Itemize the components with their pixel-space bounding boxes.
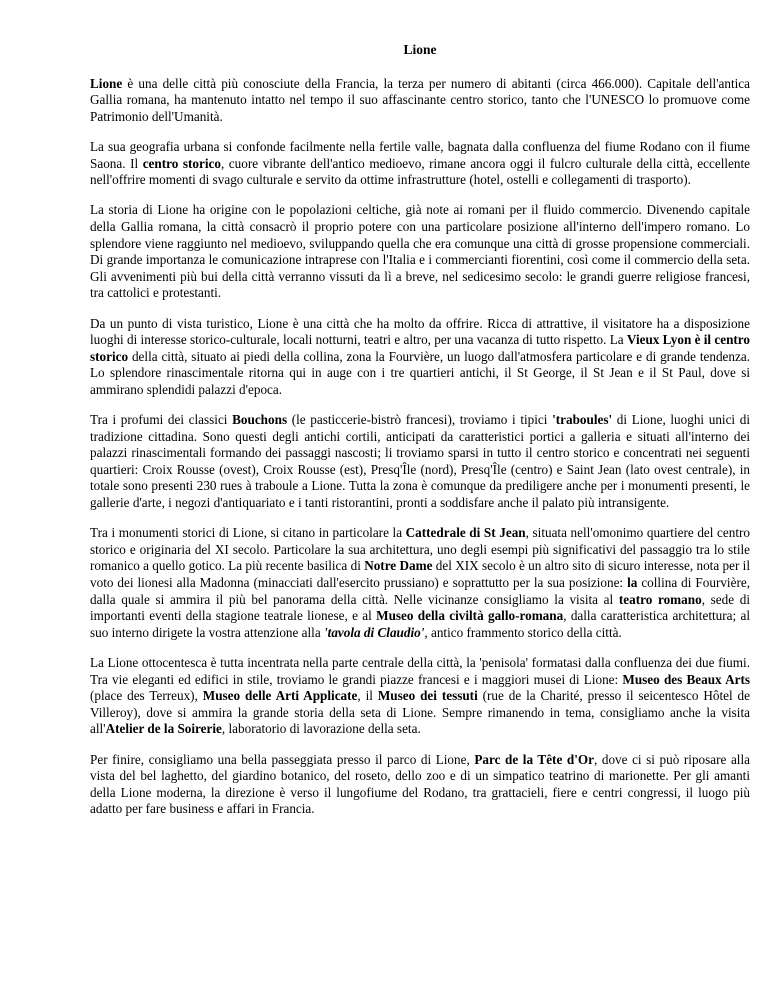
paragraph-tourism: [90, 316, 750, 399]
text: Tra i profumi dei classici: [90, 412, 233, 428]
text: Da un punto di vista turistico, Lione è una città che ha molto da offrire. Ricca di attrattive, il visitatore ha a disposizione luoghi di interesse storico-culturale, locali notturni, teatri e altro, per una vacanza di tutto rispetto. La: [90, 315, 750, 348]
text: , dalla caratteristica architettura; al suo interno dirigete la vostra attenzione alla: [90, 608, 750, 640]
bold-text: Atelier de la Soirerie: [105, 721, 222, 737]
text: , situata nell'omonimo quartiere del centro storico e originaria del XI secolo. Particolare la sua architettura, uno degli esempi più significativi del passaggio tra lo stile romanico a quello gotico. La più recente basilica di: [90, 525, 750, 574]
bold-text: la: [627, 575, 638, 590]
bold-italic-text: 'tavola di Claudio': [324, 624, 425, 640]
text: del XIX secolo è un altro sito di sicuro interesse, nota per il voto dei lionesi alla Madonna (minacciati dall'esercito prussiano) e soprattutto per la sua posizione:: [90, 558, 751, 590]
bold-text: 'traboules': [552, 412, 613, 428]
bold-text: teatro romano: [618, 591, 702, 607]
paragraph-monuments: [90, 525, 750, 641]
bold-text: Notre Dame: [364, 558, 433, 574]
text: La sua geografia urbana si confonde facilmente nella fertile valle, bagnata dalla confluenza del fiume Rodano con il fiume Saona. Il: [90, 138, 750, 171]
text: Tra i monumenti storici di Lione, si citano in particolare la: [90, 525, 406, 541]
paragraph-museums: [90, 655, 750, 738]
text: (le pasticcerie-bistrò francesi), troviamo i tipici: [287, 412, 553, 428]
bold-text: Parc de la Tête d'Or: [474, 751, 594, 767]
text: di Lione, luoghi unici di tradizione cittadina. Sono questi degli antichi cortili, anticipati da caratteristici portici a galleria e situati all'interno dei palazzi rinascimentali formando dei passaggi nascosti; li troviamo sparsi in tutto il centro storico e concentrati nei seguenti quartieri: Croix Rousse (ovest), Croix Rousse (est), Presq'Île (nord), Presq'Île (centro) e Saint Jean (lato ovest centrale), in totale sono presenti 230 rues à traboule a Lione. Tutta la zona è comunque da prediligere anche per i monumenti presenti, le gallerie d'arte, i negozi d'antiquariato e i tanti ristorantini, pronti a soddisfare anche il palato più intransigente.: [90, 412, 750, 511]
bold-text: Museo delle Arti Applicate: [202, 688, 358, 704]
document-title: Lione: [403, 42, 437, 57]
bold-text: Vieux Lyon è il centro storico: [90, 332, 750, 364]
paragraph-history: [90, 202, 750, 302]
text: , antico frammento storico della città.: [424, 624, 622, 640]
text: , sede di importanti eventi della stagione teatrale lionese, e al: [90, 591, 751, 624]
paragraph-intro: [90, 76, 750, 126]
text: Per finire, consigliamo una bella passeggiata presso il parco di Lione,: [90, 751, 475, 767]
paragraph-geography: [90, 139, 750, 189]
text: collina di Fourvière, dalla quale si ammira il più bel panorama della città. Nelle vicinanze consigliamo la visita al: [90, 575, 750, 607]
bold-text: Bouchons: [232, 412, 288, 428]
bold-text: Museo des Beaux Arts: [622, 671, 750, 687]
document: [90, 42, 750, 832]
text: (place des Terreux),: [90, 688, 203, 704]
bold-text: centro storico: [142, 155, 221, 171]
text: , cuore vibrante dell'antico medioevo, rimane ancora oggi il fulcro culturale della città, eccellente nell'offrire momenti di svago culturale e servito da ottime infrastrutture (hotel, ostelli e collegamenti di trasporto).: [90, 155, 750, 188]
bold-text: Lione: [90, 75, 123, 91]
text: è una delle città più conosciute della Francia, la terza per numero di abitanti (circa 466.000). Capitale dell'antica Gallia romana, ha mantenuto intatto nel tempo il suo affascinante centro storico, tanto che l'UNESCO lo promuove come Patrimonio dell'Umanità.: [90, 75, 750, 124]
bold-text: Museo della civiltà gallo-romana: [376, 608, 564, 624]
paragraph-park: [90, 752, 750, 818]
text: La Lione ottocentesca è tutta incentrata nella parte centrale della città, la 'penisola' formatasi dalla confluenza dei due fiumi. Tra vie eleganti ed edifici in stile, troviamo le grandi piazze francesi e i maggiori musei di Lione:: [90, 654, 750, 687]
bold-text: Museo dei tessuti: [377, 688, 478, 704]
text: (rue de la Charité, presso il seicentesco Hôtel de Villeroy), dove si ammira la grande storia della seta di Lione. Sempre rimanendo in tema, consigliamo anche la visita all': [90, 688, 750, 737]
text: della città, situato ai piedi della collina, zona la Fourvière, un luogo dall'atmosfera particolare e di grande tendenza. Lo splendore rinascimentale ritorna qui in auge con i tre quartieri antichi, il St George, il St Jean e il St Paul, dove si ammirano splendidi palazzi d'epoca.: [90, 348, 750, 397]
text: , il: [357, 688, 378, 704]
bold-text: Cattedrale di St Jean: [405, 525, 526, 541]
text: , dove ci si può riposare alla vista del bel laghetto, del giardino botanico, del roseto, dello zoo e di un simpatico teatrino di marionette. Per gli amanti della Lione moderna, la direzione è verso il lungofiume del Rodano, tra grattacieli, fiere e centri congressi, il luogo più adatto per fare business e affari in Francia.: [90, 751, 750, 817]
paragraph-traboules: [90, 412, 750, 512]
text: La storia di Lione ha origine con le popolazioni celtiche, già note ai romani per il fluido commercio. Divenendo capitale della Gallia romana, la città consacrò il proprio potere con una particolare posizione all'interno dell'impero romano. Lo splendore viene raggiunto nel medioevo, sviluppando quella che era comunque una città di grosse propensione commerciali. Di grande importanza le comunicazione intraprese con l'Italia e i commercianti fiorentini, così come il commercio della seta. Gli avvenimenti più bui della città verranno vissuti da lì a breve, nel sedicesimo secolo: le grandi guerre religiose francesi, tra cattolici e protestanti.: [90, 202, 750, 301]
text: , laboratorio di lavorazione della seta.: [221, 721, 421, 737]
